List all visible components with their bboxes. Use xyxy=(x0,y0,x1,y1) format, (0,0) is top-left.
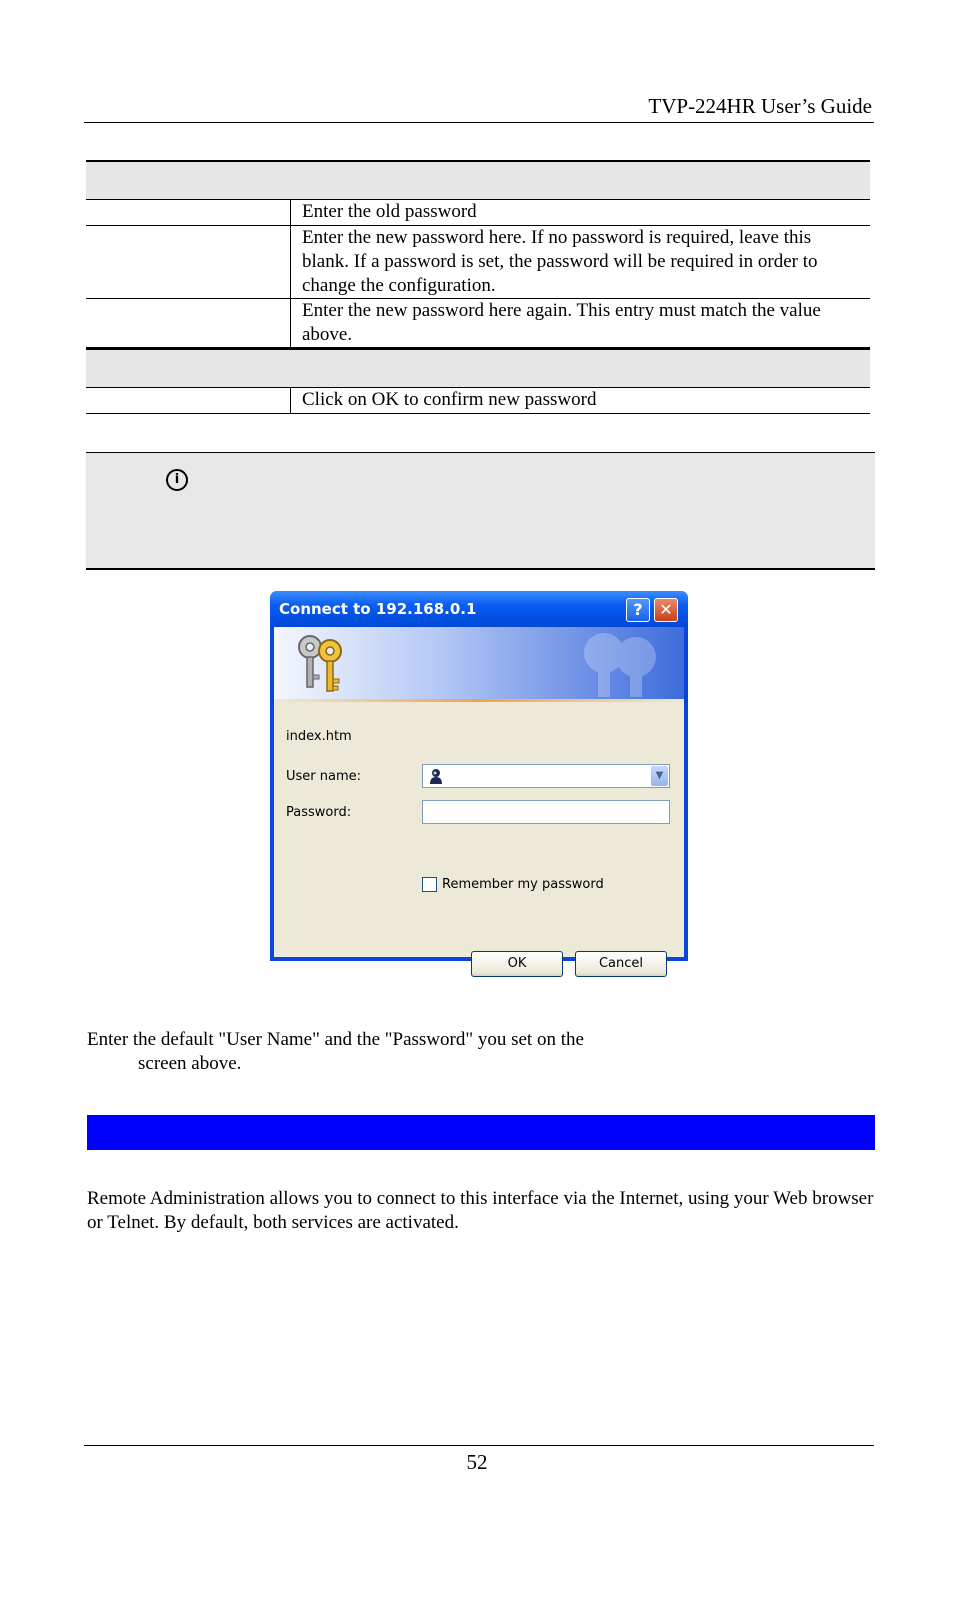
ok-button[interactable]: OK xyxy=(471,951,563,977)
table-subheader-band xyxy=(86,348,870,388)
table-row xyxy=(86,200,870,226)
table-label-cell xyxy=(86,388,291,413)
question-icon: ? xyxy=(633,600,643,619)
table-row xyxy=(86,226,870,299)
table-label-cell xyxy=(86,226,291,298)
help-button[interactable] xyxy=(626,598,650,622)
table-desc-cell: Enter the new password here. If no password is required, leave this blank. If a password is set, the password will be required in order to change the configuration. xyxy=(302,227,818,296)
table-desc-cell: Enter the old password xyxy=(302,201,477,222)
dialog-titlebar[interactable] xyxy=(270,591,688,627)
close-button[interactable] xyxy=(654,598,678,622)
remember-password-checkbox[interactable] xyxy=(422,877,437,892)
footer-rule xyxy=(84,1445,874,1446)
password-input[interactable] xyxy=(422,800,670,824)
note-box xyxy=(86,452,875,570)
login-dialog xyxy=(270,591,688,971)
table-label-cell xyxy=(86,200,291,225)
instruction-line-1: Enter the default "User Name" and the "Password" you set on the xyxy=(87,1029,584,1050)
close-icon: ✕ xyxy=(659,600,673,619)
dialog-banner xyxy=(274,627,684,699)
remember-password-label: Remember my password xyxy=(442,877,604,892)
header-rule xyxy=(84,122,874,123)
settings-table xyxy=(86,160,870,414)
section-heading-bar xyxy=(87,1115,875,1150)
cancel-button[interactable]: Cancel xyxy=(575,951,667,977)
table-row xyxy=(86,388,870,414)
username-combobox[interactable] xyxy=(422,764,670,788)
username-label: User name: xyxy=(286,769,362,784)
chevron-down-icon[interactable]: ▼ xyxy=(651,766,668,786)
table-header-band xyxy=(86,160,870,200)
table-row xyxy=(86,299,870,348)
table-label-cell xyxy=(86,299,291,347)
dialog-body xyxy=(274,627,684,971)
body-paragraph: Remote Administration allows you to connect to this interface via the Internet, using your Web browser or Telnet. By default, both services are activated. xyxy=(87,1188,874,1233)
page-header-title: TVP-224HR User’s Guide xyxy=(648,94,872,118)
dialog-title: Connect to 192.168.0.1 xyxy=(279,600,477,618)
table-desc-cell: Click on OK to confirm new password xyxy=(302,389,597,410)
user-icon xyxy=(429,768,443,784)
banner-divider xyxy=(274,699,684,702)
page-number: 52 xyxy=(466,1450,488,1474)
realm-label: index.htm xyxy=(286,729,352,744)
keys-watermark-icon xyxy=(564,629,674,697)
table-desc-cell: Enter the new password here again. This entry must match the value above. xyxy=(302,300,821,345)
keys-icon xyxy=(292,631,354,695)
info-icon: i xyxy=(166,469,188,491)
instruction-line-2: screen above. xyxy=(138,1053,242,1074)
password-label: Password: xyxy=(286,805,352,820)
